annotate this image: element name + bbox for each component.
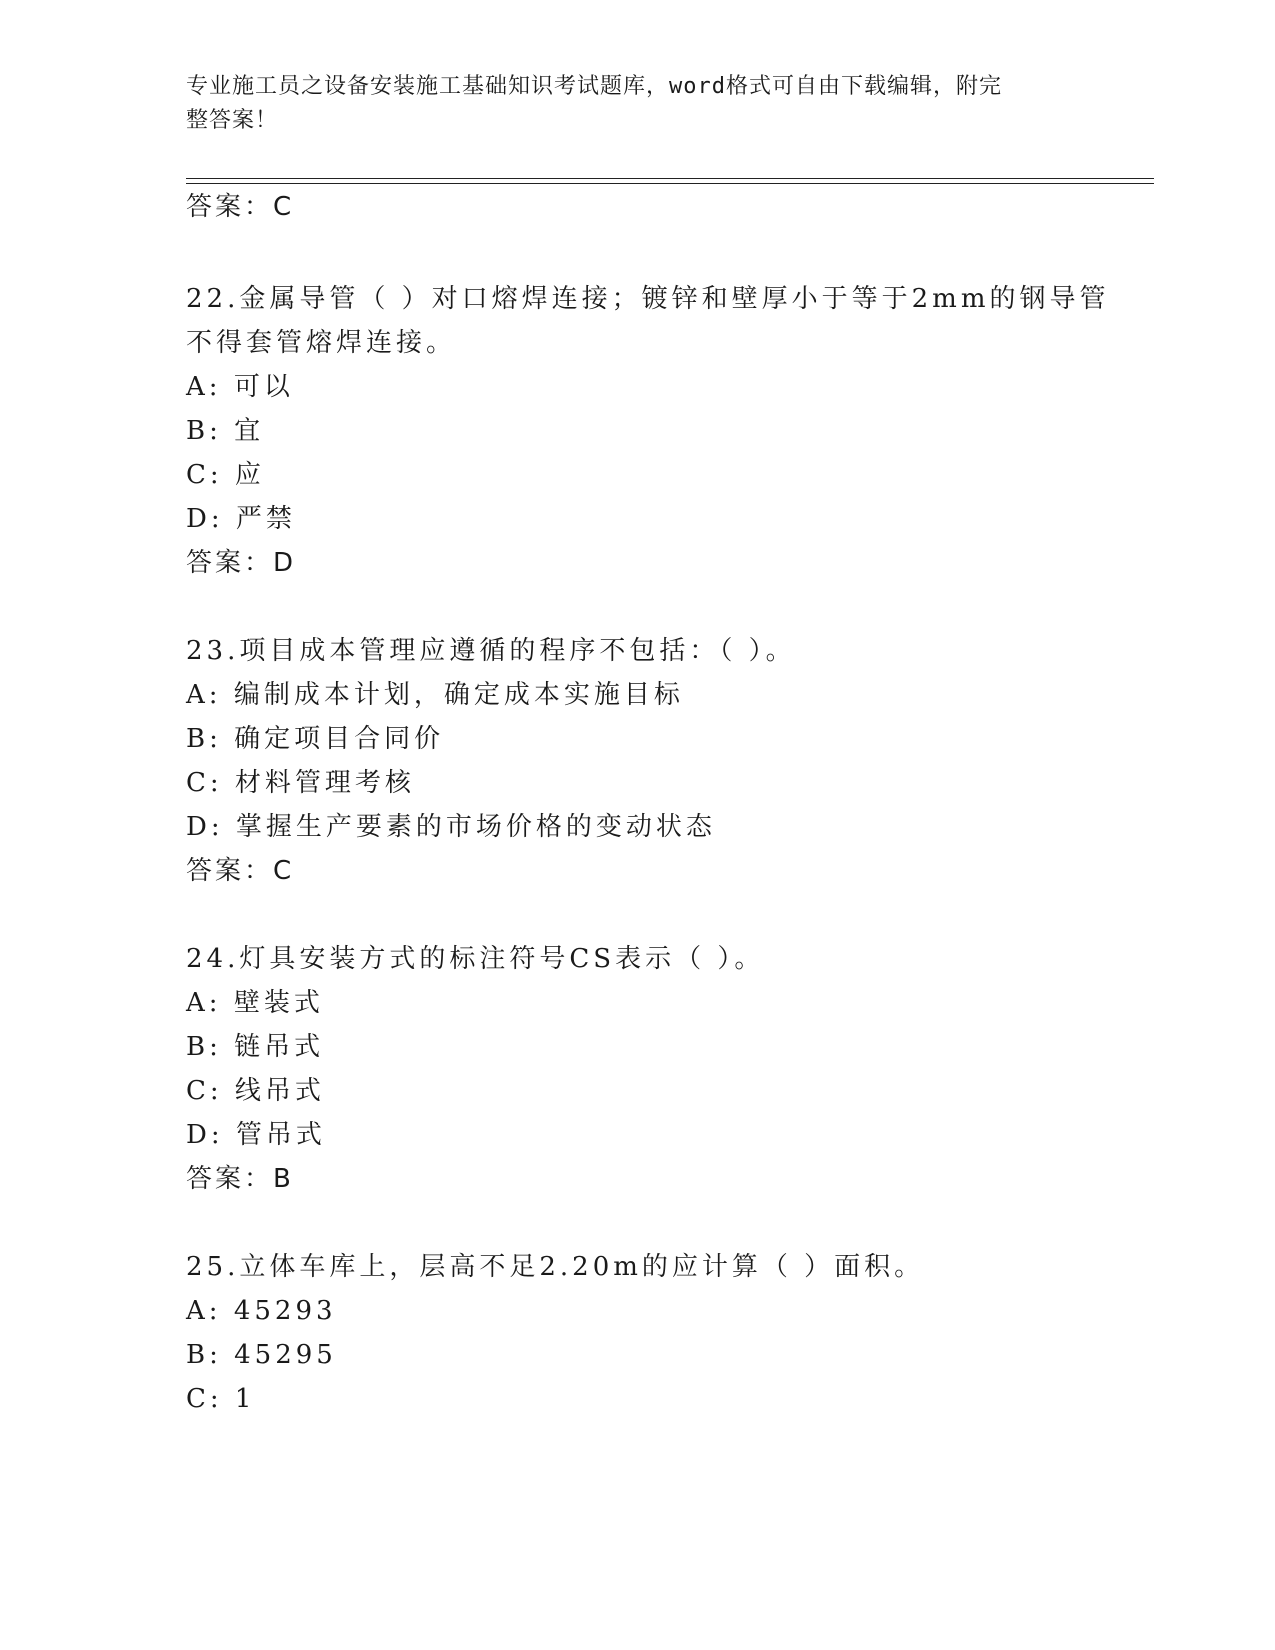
question-23-answer: 答案：C: [186, 856, 295, 886]
question-22-line-1: 22.金属导管（ ）对口熔焊连接；镀锌和壁厚小于等于2mm的钢导管: [186, 284, 1110, 314]
header-divider-bottom: [186, 183, 1154, 184]
question-23-option-b: B: 确定项目合同价: [186, 724, 445, 754]
question-22-option-d: D: 严禁: [186, 504, 296, 534]
question-25-option-a: A: 45293: [186, 1296, 337, 1326]
question-25-option-c: C: 1: [186, 1384, 256, 1414]
question-24-option-a: A: 壁装式: [186, 988, 324, 1018]
header-line-1: 专业施工员之设备安装施工基础知识考试题库，word格式可自由下载编辑，附完: [186, 74, 1002, 99]
question-22-option-c: C: 应: [186, 460, 265, 490]
question-24-option-d: D: 管吊式: [186, 1120, 326, 1150]
previous-answer: 答案：C: [186, 192, 295, 222]
question-24-answer: 答案：B: [186, 1164, 294, 1194]
document-header: [186, 70, 1076, 138]
question-23-option-a: A: 编制成本计划，确定成本实施目标: [186, 680, 684, 710]
question-25-option-b: B: 45295: [186, 1340, 337, 1370]
header-line-2: 整答案！: [186, 108, 279, 133]
question-23-option-d: D: 掌握生产要素的市场价格的变动状态: [186, 812, 716, 842]
question-25-line-1: 25.立体车库上，层高不足2.20m的应计算（ ）面积。: [186, 1252, 925, 1282]
header-divider-top: [186, 178, 1154, 179]
question-24-line-1: 24.灯具安装方式的标注符号CS表示（ ）。: [186, 944, 765, 974]
question-22-line-2: 不得套管熔焊连接。: [186, 328, 457, 358]
question-23-option-c: C: 材料管理考核: [186, 768, 415, 798]
question-24-option-b: B: 链吊式: [186, 1032, 325, 1062]
question-23-line-1: 23.项目成本管理应遵循的程序不包括：（ ）。: [186, 636, 796, 666]
question-22-option-b: B: 宜: [186, 416, 265, 446]
question-22-answer: 答案：D: [186, 548, 297, 578]
question-24-option-c: C: 线吊式: [186, 1076, 325, 1106]
question-22-option-a: A: 可以: [186, 372, 294, 402]
